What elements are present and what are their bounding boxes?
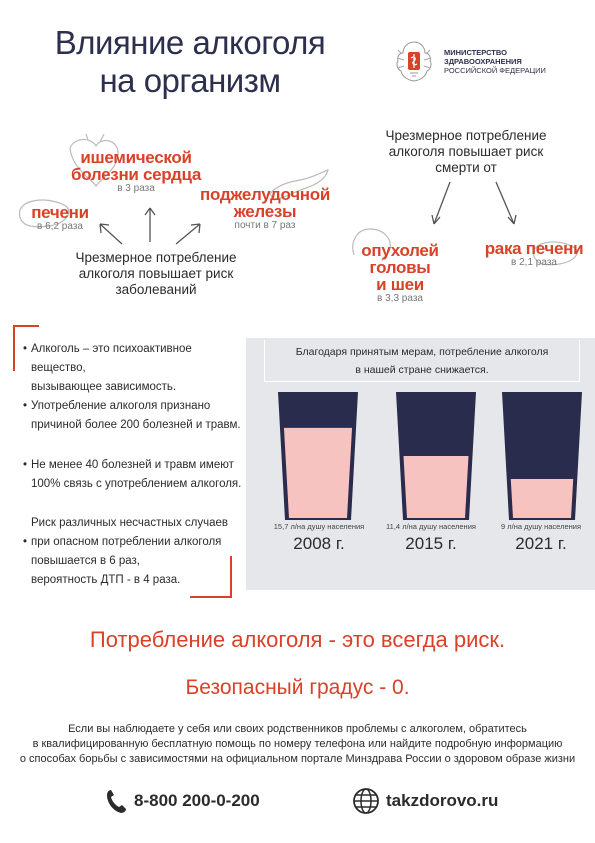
glass-2021-value <box>486 522 595 531</box>
website-contact[interactable] <box>352 787 498 815</box>
pancreas-times: почти в 7 раз <box>234 220 296 231</box>
disease-caption-line-2: алкоголя повышает риск <box>78 266 234 281</box>
arrow-pancreas-icon <box>176 224 200 244</box>
disease-arrows <box>92 202 212 250</box>
glasses-chart <box>246 390 595 520</box>
heart-label-line-1: ишемической <box>80 148 192 167</box>
liver-times: в 6,2 раза <box>37 221 83 232</box>
fact-1-line-2: вызывающее зависимость. <box>31 381 177 393</box>
fact-4-line-3: повышается в 6 раз, <box>31 555 140 567</box>
help-line-3: о способах борьбы с зависимостями на официальном портале Минздрава России о здоровом образе жизни <box>19 753 576 765</box>
pancreas-disease-block <box>198 186 332 231</box>
fact-item-3 <box>23 456 247 494</box>
glass-2021-liquid <box>511 479 573 518</box>
mortality-caption-line-1: Чрезмерное потребление <box>385 128 547 143</box>
fact-1-line-1: Алкоголь – это психоактивное вещество, <box>31 343 192 374</box>
mortality-caption-line-3: смерти от <box>435 160 497 175</box>
fact-2-line-2: причиной более 200 болезней и травм. <box>31 419 241 431</box>
arrow-liver-icon <box>100 224 122 244</box>
glass-2021-unit: л/на душу населения <box>507 522 582 531</box>
glass-2015-unit: л/на душу населения <box>402 522 476 531</box>
disease-caption-line-1: Чрезмерное потребление <box>75 250 237 265</box>
glass-2021-number: 9 <box>500 522 506 531</box>
liver-label: печени <box>31 203 89 222</box>
consumption-note-line-2: в нашей стране снижается. <box>355 364 489 376</box>
glass-2021-year: 2021 г. <box>515 534 567 553</box>
fact-4-line-2-wrap <box>23 533 247 552</box>
phone-number[interactable]: 8-800 200-0-200 <box>134 791 260 810</box>
fact-4-line-2: при опасном потреблении алкоголя <box>31 536 222 548</box>
glass-2008-value <box>264 522 374 531</box>
liver-cancer-label: рака печени <box>484 239 584 258</box>
bullet: • <box>23 536 28 548</box>
ministry-line-3: РОССИЙСКОЙ ФЕДЕРАЦИИ <box>444 66 546 75</box>
help-text <box>0 722 595 767</box>
consumption-note <box>264 340 580 382</box>
help-line-2: в квалифицированную бесплатную помощь по номеру телефона или найдите подробную информацию <box>32 738 563 750</box>
fact-4-line-1: Риск различных несчастных случаев <box>31 517 228 529</box>
liver-cancer-times: в 2,1 раза <box>511 257 557 268</box>
heart-times: в 3 раза <box>117 183 155 194</box>
heart-label-line-2: болезни сердца <box>71 165 201 184</box>
head-neck-label-line-1: опухолей головы <box>361 241 439 277</box>
fact-item-1 <box>23 340 247 397</box>
disease-caption <box>70 250 242 298</box>
head-neck-cancer-block <box>334 242 466 304</box>
bullet: • <box>23 400 28 412</box>
website-link[interactable]: takzdorovo.ru <box>386 791 499 810</box>
liver-disease-block <box>26 204 94 232</box>
glass-2015-value <box>376 522 486 531</box>
fact-2-line-1: Употребление алкоголя признано <box>31 400 211 412</box>
bullet: • <box>23 343 28 355</box>
fact-item-2 <box>23 397 247 435</box>
consumption-note-line-1: Благодаря принятым мерам, потребление алкоголя <box>295 346 549 358</box>
title-line-2: на организм <box>99 62 281 99</box>
glass-2008-unit: л/на душу населения <box>290 522 365 531</box>
ministry-logo <box>394 38 584 84</box>
ministry-line-2: ЗДРАВООХРАНЕНИЯ <box>444 57 522 66</box>
glass-2015-year: 2015 г. <box>405 534 457 553</box>
pancreas-label-line-1: поджелудочной <box>200 185 330 204</box>
mortality-caption <box>380 128 552 176</box>
help-line-1: Если вы наблюдаете у себя или своих родственников проблемы с алкоголем, обратитесь <box>68 723 527 735</box>
head-neck-label-line-2: и шеи <box>376 275 424 294</box>
slogan-safe-degree: Безопасный градус - 0. <box>185 676 410 699</box>
page-title <box>40 24 340 100</box>
glass-2015-liquid <box>404 456 469 518</box>
globe-icon <box>352 787 380 815</box>
phone-icon <box>106 788 128 814</box>
liver-cancer-block <box>484 240 584 268</box>
bullet: • <box>23 459 28 471</box>
arrow-liver-cancer-icon <box>496 182 516 224</box>
fact-4-line-4: вероятность ДТП - в 4 раза. <box>31 574 181 586</box>
eagle-emblem-icon <box>394 38 434 84</box>
ministry-line-1: МИНИСТЕРСТВО <box>444 48 507 57</box>
fact-3-line-2: 100% связь с употреблением алкоголя. <box>31 478 242 490</box>
ministry-name <box>444 48 546 75</box>
glass-2015-number: 11,4 <box>386 522 401 531</box>
mortality-arrows <box>426 180 526 230</box>
mortality-caption-line-2: алкоголя повышает риск <box>388 144 544 159</box>
heart-disease-block <box>66 149 206 194</box>
title-line-1: Влияние алкоголя <box>54 24 326 61</box>
glass-2008-number: 15,7 <box>273 522 289 531</box>
phone-contact[interactable] <box>106 787 260 815</box>
disease-caption-line-3: заболеваний <box>115 282 197 297</box>
fact-3-line-1: Не менее 40 болезней и травм имеют <box>31 459 234 471</box>
pancreas-label-line-2: железы <box>233 202 297 221</box>
arrow-heart-icon <box>145 208 155 242</box>
glass-2008-year: 2008 г. <box>293 534 345 553</box>
fact-item-4 <box>23 514 247 590</box>
slogan-risk: Потребление алкоголя - это всегда риск. <box>89 627 506 652</box>
head-neck-times: в 3,3 раза <box>377 293 423 304</box>
glass-2008-liquid <box>284 428 352 518</box>
arrow-head-neck-icon <box>432 182 450 224</box>
